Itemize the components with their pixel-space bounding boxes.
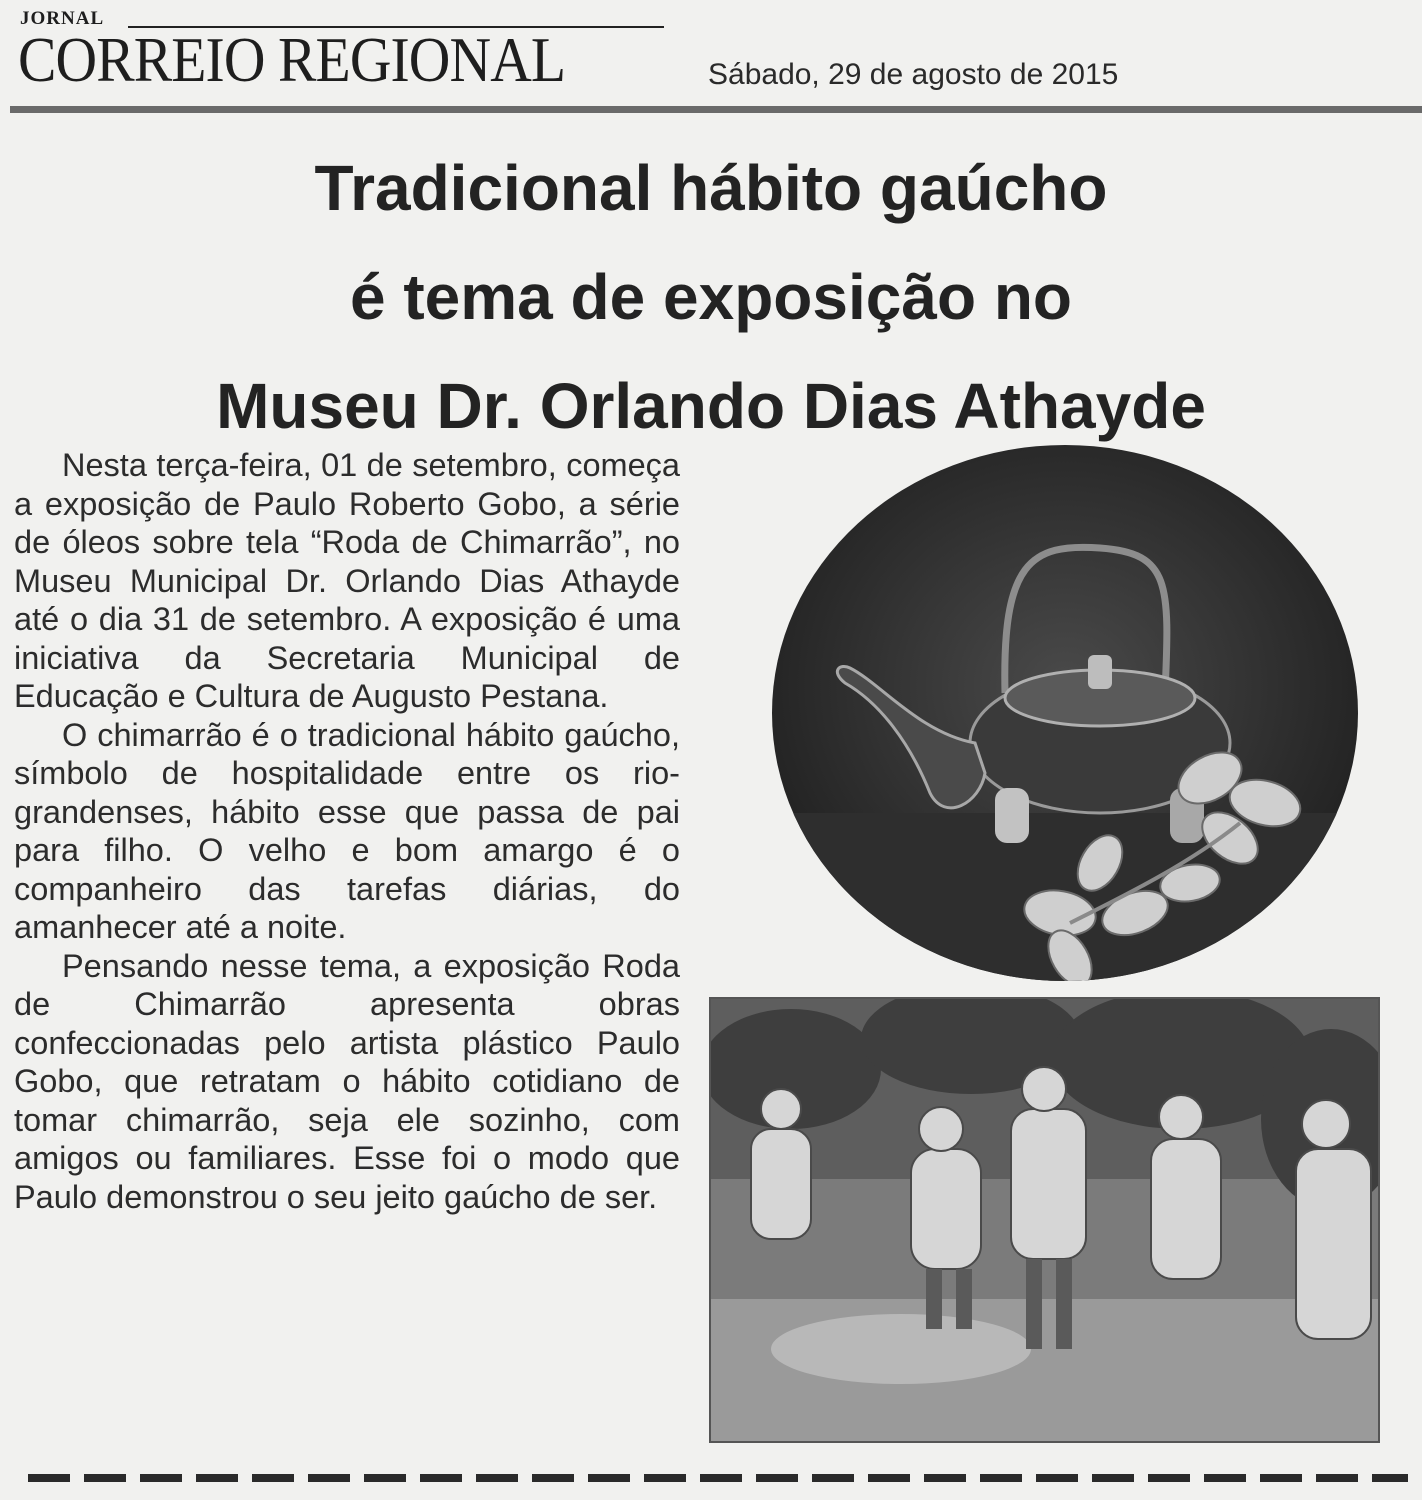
article-paragraph-2: O chimarrão é o tradicional hábito gaúcho, símbolo de hospitalidade entre os rio-grandenses, hábito esse que passa de pai para filho. O velho e bom amargo é o companheiro das tarefas diárias, do amanhecer até a noite. xyxy=(14,716,680,945)
gathering-illustration xyxy=(711,999,1380,1443)
headline-line-1: Tradicional hábito gaúcho xyxy=(314,152,1108,224)
headline-line-2: é tema de exposição no xyxy=(349,261,1073,333)
article-headline xyxy=(0,134,1422,461)
chimarrao-gathering-photo xyxy=(709,997,1380,1443)
issue-date: Sábado, 29 de agosto de 2015 xyxy=(708,58,1119,91)
headline-line-3: Museu Dr. Orlando Dias Athayde xyxy=(216,370,1206,442)
chimarrao-kettle-photo xyxy=(770,443,1360,983)
newspaper-name: CORREIO REGIONAL xyxy=(18,24,566,95)
article-paragraph-3: Pensando nesse tema, a exposição Roda de Chimarrão apresenta obras confeccionadas pelo artista plástico Paulo Gobo, que retratam o hábito cotidiano de tomar chimarrão, seja ele sozinho, com amigos ou familiares. Esse foi o modo que Paulo demonstrou o seu jeito gaúcho de ser. xyxy=(14,947,680,1215)
masthead-kicker: JORNAL xyxy=(20,8,105,29)
article-paragraph-1: Nesta terça-feira, 01 de setembro, começa a exposição de Paulo Roberto Gobo, a série de óleos sobre tela “Roda de Chimarrão”, no Museu Municipal Dr. Orlando Dias Athayde até o dia 31 de setembro. A exposição é uma iniciativa da Secretaria Municipal de Educação e Cultura de Augusto Pestana. xyxy=(14,447,680,714)
article-body xyxy=(14,446,680,1216)
bottom-dashed-divider xyxy=(28,1474,1408,1482)
top-divider xyxy=(10,106,1422,113)
masthead xyxy=(0,0,1422,120)
